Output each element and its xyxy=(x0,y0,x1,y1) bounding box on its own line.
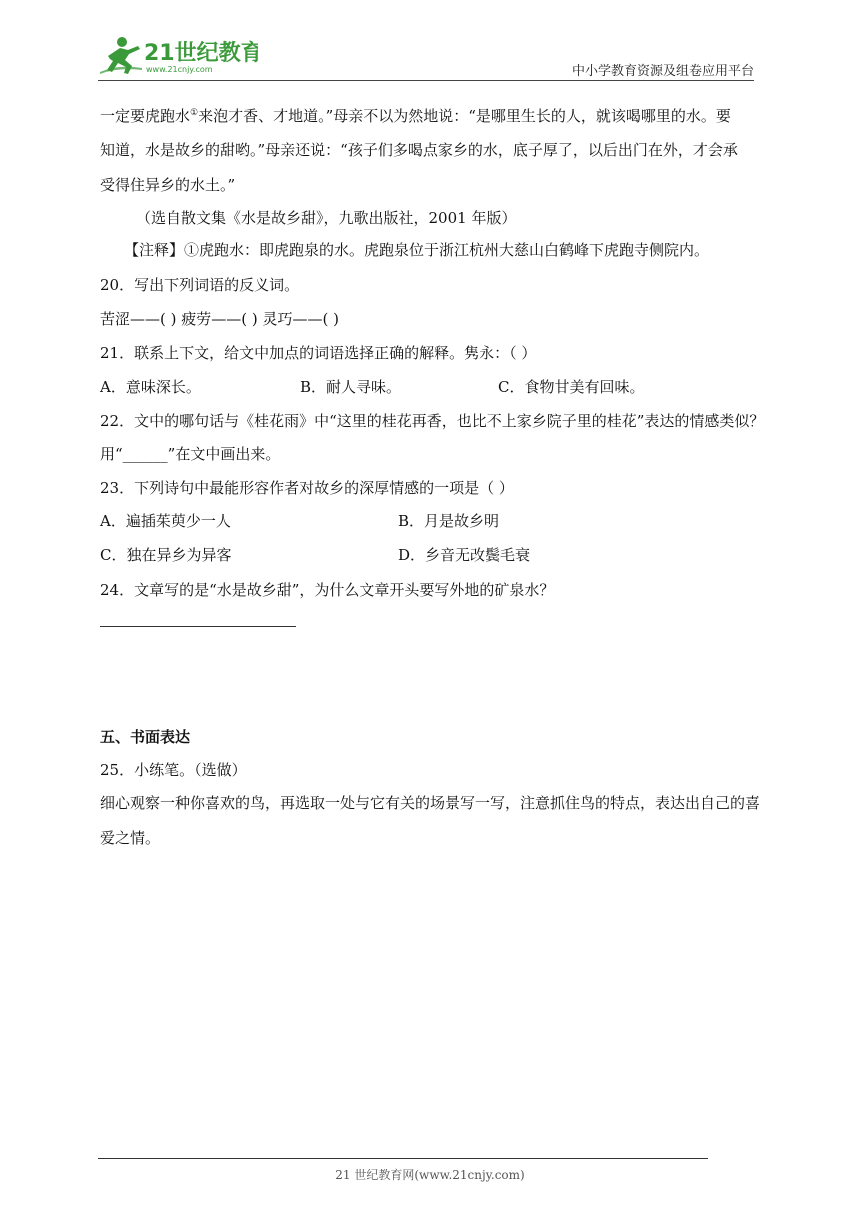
answer-line xyxy=(100,626,296,627)
passage-line-3: 受得住异乡的水土。” xyxy=(100,176,236,194)
svg-text:www.21cnjy.com: www.21cnjy.com xyxy=(146,65,213,74)
svg-text:21世纪教育: 21世纪教育 xyxy=(144,41,258,66)
option-21-b: B．耐人寻味。 xyxy=(300,378,402,396)
passage-text: 一定要虎跑水 xyxy=(100,107,191,125)
question-22-line-1: 22．文中的哪句话与《桂花雨》中“这里的桂花再香，也比不上家乡院子里的桂花”表达的情感类似？ xyxy=(100,412,765,430)
footnote-marker: ① xyxy=(190,108,199,118)
question-20-items: 苦涩——( ) 疲劳——( ) 灵巧——( ) xyxy=(100,310,339,328)
option-21-c: C．食物甘美有回味。 xyxy=(498,378,645,396)
site-logo xyxy=(98,34,258,78)
header-platform-text: 中小学教育资源及组卷应用平台 xyxy=(571,64,754,79)
passage-text: 来泡才香、才地道。”母亲不以为然地说：“是哪里生长的人，就该喝哪里的水。要 xyxy=(198,107,731,125)
passage-source: （选自散文集《水是故乡甜》，九歌出版社，2001 年版） xyxy=(136,209,517,227)
question-21: 21．联系上下文，给文中加点的词语选择正确的解释。隽永：（ ） xyxy=(100,344,537,362)
option-23-c: C．独在异乡为异客 xyxy=(100,546,232,564)
option-23-b: B．月是故乡明 xyxy=(398,512,500,530)
question-23: 23．下列诗句中最能形容作者对故乡的深厚情感的一项是（ ） xyxy=(100,479,514,497)
writing-prompt-line-1: 细心观察一种你喜欢的鸟，再选取一处与它有关的场景写一写，注意抓住鸟的特点，表达出自己的喜 xyxy=(100,794,761,812)
question-20: 20．写出下列词语的反义词。 xyxy=(100,276,300,294)
passage-note: 【注释】①虎跑水：即虎跑泉的水。虎跑泉位于浙江杭州大慈山白鹤峰下虎跑寺侧院内。 xyxy=(124,241,710,259)
writing-prompt-line-2: 爱之情。 xyxy=(100,829,161,847)
footer-text[interactable]: 21 世纪教育网(www.21cnjy.com) xyxy=(335,1168,525,1182)
runner-logo-icon xyxy=(98,34,258,78)
question-24: 24．文章写的是“水是故乡甜”，为什么文章开头要写外地的矿泉水？ xyxy=(100,581,555,599)
option-21-a: A．意味深长。 xyxy=(100,378,201,396)
passage-line-2: 知道，水是故乡的甜哟。”母亲还说：“孩子们多喝点家乡的水，底子厚了，以后出门在外，才会承 xyxy=(100,141,738,159)
option-23-d: D．乡音无改鬓毛衰 xyxy=(398,546,531,564)
footer-divider xyxy=(98,1158,708,1159)
question-22-line-2: 用“______”在文中画出来。 xyxy=(100,445,281,463)
passage-line-1 xyxy=(100,103,760,126)
option-23-a: A．遍插茱萸少一人 xyxy=(100,512,231,530)
question-25: 25．小练笔。（选做） xyxy=(100,761,247,779)
header-divider xyxy=(98,80,754,81)
section-5-title: 五、书面表达 xyxy=(100,728,191,746)
